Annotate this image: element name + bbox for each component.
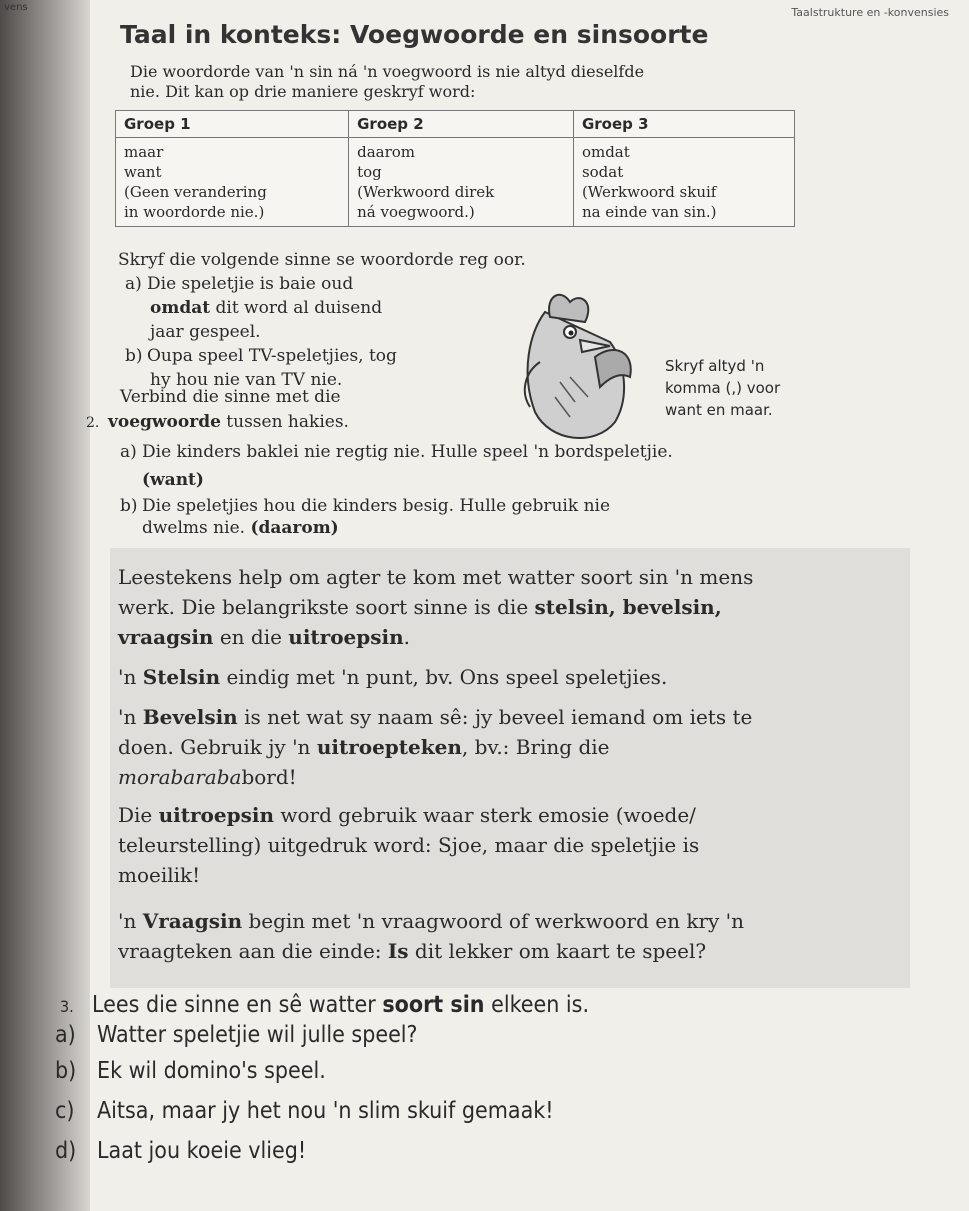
section-1-item-a	[125, 272, 353, 296]
item-text: dit word al duisend	[210, 298, 383, 318]
info-text: bord!	[241, 765, 297, 789]
table-cell-groep-2	[349, 138, 574, 227]
table-header-groep-1: Groep 1	[116, 111, 349, 138]
item-text: Die kinders baklei nie regtig nie. Hulle speel 'n bordspeletjie.	[142, 442, 673, 462]
cell-line: tog	[357, 163, 382, 181]
comma-tip-bubble	[665, 355, 850, 421]
info-line: moeilik!	[118, 863, 201, 887]
section-2-item-a-hint: (want)	[142, 470, 204, 490]
section-2-item-a	[120, 440, 673, 464]
info-text: 'n	[118, 705, 143, 729]
table-header-groep-3: Groep 3	[573, 111, 794, 138]
page-corner-text: vens	[4, 2, 28, 13]
item-label: a)	[120, 442, 137, 462]
cell-line: daarom	[357, 143, 416, 161]
info-text: Die	[118, 803, 159, 827]
info-text: .	[403, 625, 411, 649]
tip-line-1: Skryf altyd 'n	[665, 357, 765, 375]
info-keyword: uitroepsin	[158, 803, 274, 827]
table-cell-groep-1	[116, 138, 349, 227]
section-2-instruction-line-2	[86, 410, 349, 435]
section-1-instruction: Skryf die volgende sinne se woordorde reg oor.	[118, 250, 526, 270]
info-italic: morabaraba	[118, 765, 242, 789]
info-line: teleurstelling) uitgedruk word: Sjoe, maar die speletjie is	[118, 833, 700, 857]
info-text: , bv.: Bring die	[461, 735, 610, 759]
section-2-item-b-line-2	[142, 516, 339, 540]
item-text: dwelms nie.	[142, 518, 246, 538]
table-header-groep-2: Groep 2	[349, 111, 574, 138]
table-row	[116, 138, 795, 227]
info-line	[118, 592, 908, 622]
item-label: a)	[55, 1022, 76, 1048]
cell-line: (Werkwoord direk	[357, 183, 495, 201]
intro-line-2: nie. Dit kan op drie maniere geskryf word:	[130, 82, 476, 101]
section-number: 3.	[60, 997, 74, 1016]
table-header-row	[116, 111, 795, 138]
item-text: Watter speletjie wil julle speel?	[97, 1022, 418, 1048]
info-text: vraagteken aan die einde:	[118, 939, 388, 963]
item-text: Die speletjies hou die kinders besig. Hulle gebruik nie	[142, 496, 611, 516]
instruction-text: Lees die sinne en sê watter	[92, 992, 383, 1018]
info-keyword: Is	[387, 939, 409, 963]
item-text: Die speletjie is baie oud	[147, 274, 354, 294]
item-hint: (daarom)	[250, 518, 339, 538]
tip-line-3: want en maar.	[665, 401, 773, 419]
section-1-item-a-line-2	[150, 296, 382, 320]
instruction-text: tussen hakies.	[220, 412, 349, 432]
cell-line: ná voegwoord.)	[357, 203, 475, 221]
info-text: word gebruik waar sterk emosie (woede/	[274, 803, 696, 827]
item-text: Aitsa, maar jy het nou 'n slim skuif gemaak!	[97, 1098, 554, 1124]
section-2-item-b	[120, 494, 610, 518]
info-line	[118, 762, 908, 792]
info-line	[118, 732, 908, 762]
section-2-instruction-line-1: Verbind die sinne met die	[120, 387, 341, 407]
info-text: doen. Gebruik jy 'n	[118, 735, 317, 759]
cell-line: in woordorde nie.)	[124, 203, 265, 221]
section-1-item-a-line-3: jaar gespeel.	[150, 322, 261, 342]
list-item	[55, 1096, 554, 1126]
info-line	[118, 622, 908, 652]
list-item	[55, 1136, 306, 1166]
section-1-item-b	[125, 344, 397, 368]
intro-text	[130, 62, 830, 102]
item-text: Oupa speel TV-speletjies, tog	[147, 346, 397, 366]
info-keyword: Bevelsin	[142, 705, 238, 729]
info-keyword: uitroepteken	[316, 735, 462, 759]
conjunction-groups-table	[115, 110, 795, 227]
cell-line: na einde van sin.)	[581, 203, 717, 221]
item-text: Laat jou koeie vlieg!	[97, 1138, 307, 1164]
section-1-item-b-line-2: hy hou nie van TV nie.	[150, 370, 343, 390]
info-text: dit lekker om kaart te speel?	[408, 939, 707, 963]
cell-line: omdat	[581, 143, 630, 161]
item-label: d)	[55, 1138, 77, 1164]
keyword-voegwoorde: voegwoorde	[108, 412, 221, 432]
info-paragraph-vraagsin	[118, 906, 908, 966]
info-line: Leestekens help om agter te kom met watter soort sin 'n mens	[118, 565, 754, 589]
page-title: Taal in konteks: Voegwoorde en sinsoorte	[120, 20, 709, 49]
cell-line: (Werkwoord skuif	[581, 183, 717, 201]
intro-line-1: Die woordorde van 'n sin ná 'n voegwoord is nie altyd dieselfde	[130, 62, 645, 81]
info-paragraph-1	[118, 562, 908, 652]
info-keyword: Vraagsin	[142, 909, 243, 933]
instruction-text: elkeen is.	[484, 992, 590, 1018]
info-text: eindig met 'n punt, bv. Ons speel speletjies.	[220, 665, 668, 689]
info-keyword: stelsin, bevelsin,	[534, 595, 722, 619]
list-item	[55, 1020, 418, 1050]
cell-line: (Geen verandering	[124, 183, 267, 201]
item-label: c)	[55, 1098, 75, 1124]
info-line	[118, 936, 908, 966]
cell-line: sodat	[581, 163, 624, 181]
info-text: is net wat sy naam sê: jy beveel iemand om iets te	[237, 705, 753, 729]
cell-line: maar	[124, 143, 164, 161]
section-3-instruction	[60, 990, 589, 1022]
info-text: 'n	[118, 665, 143, 689]
item-label: b)	[125, 346, 143, 366]
item-label: b)	[120, 496, 138, 516]
info-line	[118, 702, 908, 732]
cell-line: want	[124, 163, 162, 181]
list-item	[55, 1056, 326, 1086]
conjunction-word: omdat	[150, 298, 211, 318]
info-keyword: uitroepsin	[288, 625, 404, 649]
info-paragraph-stelsin	[118, 662, 908, 692]
info-paragraph-uitroepsin	[118, 800, 908, 890]
keyword-soort-sin: soort sin	[382, 992, 485, 1018]
section-number: 2.	[86, 415, 100, 431]
info-line	[118, 906, 908, 936]
table-cell-groep-3	[573, 138, 794, 227]
info-paragraph-bevelsin	[118, 702, 908, 792]
info-text: werk. Die belangrikste soort sinne is die	[118, 595, 535, 619]
tip-line-2: komma (,) voor	[665, 379, 781, 397]
item-label: b)	[55, 1058, 77, 1084]
info-line	[118, 800, 908, 830]
info-text: begin met 'n vraagwoord of werkwoord en kry 'n	[242, 909, 745, 933]
item-label: a)	[125, 274, 142, 294]
info-keyword: Stelsin	[142, 665, 221, 689]
info-text: en die	[213, 625, 289, 649]
bird-illustration	[500, 282, 640, 452]
info-keyword: vraagsin	[118, 625, 214, 649]
item-text: Ek wil domino's speel.	[97, 1058, 326, 1084]
running-head: Taalstrukture en -konvensies	[791, 6, 949, 19]
info-text: 'n	[118, 909, 143, 933]
